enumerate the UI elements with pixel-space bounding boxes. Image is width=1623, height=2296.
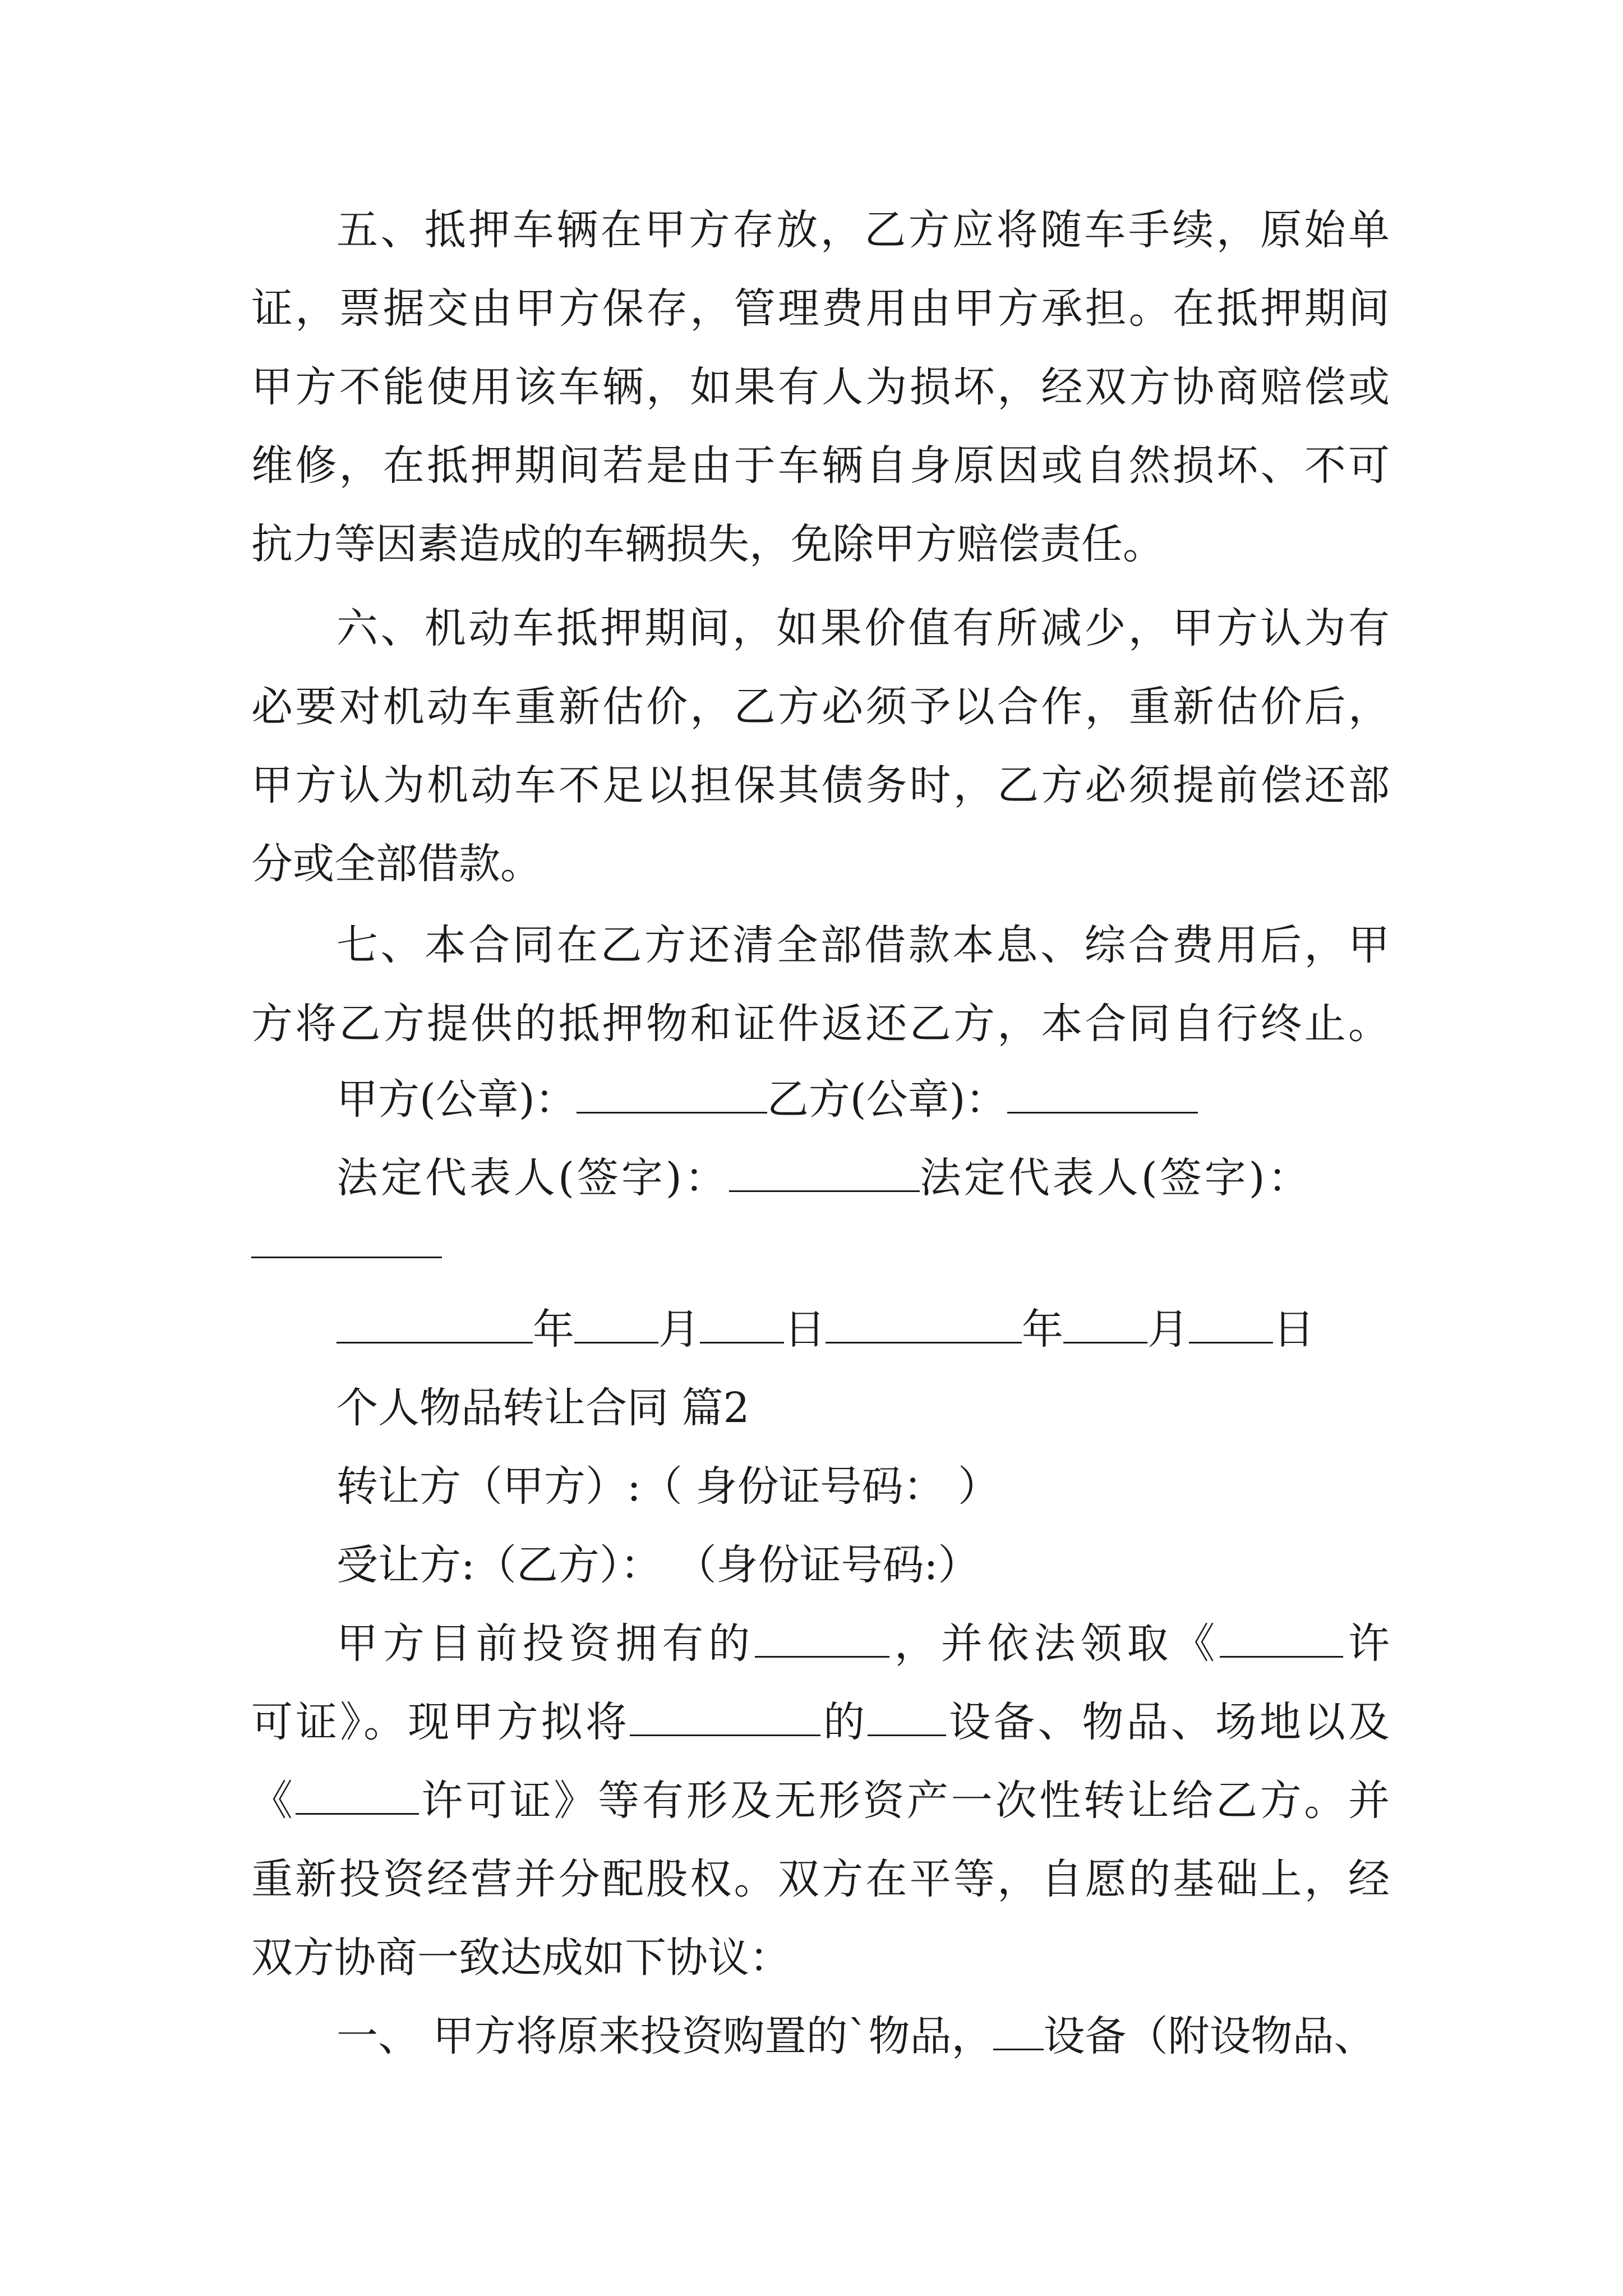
party-a-seal-label: 甲方(公章)： [336,1075,577,1124]
paragraph-line: 必要对机动车重新估价，乙方必须予以合作，重新估价后， [251,683,1390,731]
blank-line [336,1304,533,1343]
paragraph-line: 维修，在抵押期间若是由于车辆自身原因或自然损坏、不可 [251,441,1390,490]
paragraph-line: 六、机动车抵押期间，如果价值有所减少，甲方认为有 [336,604,1390,652]
blank-line [700,1304,784,1343]
paragraph-line: 五、抵押车辆在甲方存放，乙方应将随车手续，原始单 [336,206,1390,254]
paragraph-line: 方将乙方提供的抵押物和证件返还乙方，本合同自行终止。 [251,1000,1390,1048]
blank-line [755,1618,889,1658]
date-line [336,1290,1315,1369]
blank-line [868,1697,946,1736]
rep-b-label: 法定代表人(签字)： [919,1154,1312,1202]
paragraph-line: 可证》。现甲方拟将 的 设备、物品、场地以及 [251,1698,1390,1746]
day-label: 日 [1273,1305,1315,1354]
blank-line [1189,1304,1273,1343]
paragraph-line: 双方协商一致达成如下协议： [251,1934,791,1982]
blank-line [1063,1304,1147,1343]
year-label: 年 [533,1305,574,1354]
party-b-seal-label: 乙方(公章)： [767,1075,1007,1124]
blank-line [826,1304,1022,1343]
paragraph-line: 《 许可证》等有形及无形资产一次性转让给乙方。并 [251,1777,1390,1825]
paragraph-line: 甲方不能使用该车辆，如果有人为损坏，经双方协商赔偿或 [251,363,1390,411]
seal-line [336,1060,1198,1139]
paragraph-line: 七、本合同在乙方还清全部借款本息、综合费用后，甲 [336,921,1390,969]
section-title: 个人物品转让合同 篇2 [336,1384,750,1432]
blank-line [1007,1074,1198,1114]
paragraph-line: 抗力等因素造成的车辆损失，免除甲方赔偿责任。 [251,520,1164,568]
month-label: 月 [1147,1305,1189,1354]
blank-line [251,1257,442,1258]
day-label: 日 [784,1305,826,1354]
year-label: 年 [1022,1305,1063,1354]
paragraph-line: 甲方目前投资拥有的 ，并依法领取《 许 [336,1619,1390,1668]
blank-line [574,1304,658,1343]
paragraph-line: 分或全部借款。 [251,840,542,888]
blank-line [630,1697,820,1736]
paragraph-line: 一、 甲方将原来投资购置的`物品， 设备（附设物品、 [336,2012,1376,2060]
blank-line [1220,1618,1343,1658]
transferor-line: 转让方（甲方）:（ 身份证号码： ） [336,1462,999,1511]
paragraph-line: 证，票据交由甲方保存，管理费用由甲方承担。在抵押期间 [251,284,1390,333]
representative-line [336,1139,1312,1217]
month-label: 月 [658,1305,700,1354]
paragraph-line: 重新投资经营并分配股权。双方在平等，自愿的基础上，经 [251,1855,1390,1903]
blank-line [577,1074,767,1114]
transferee-line: 受让方:（乙方）： （身份证号码:） [336,1541,980,1589]
paragraph-line: 甲方认为机动车不足以担保其债务时，乙方必须提前偿还部 [251,761,1390,809]
blank-line [296,1775,419,1815]
blank-line [729,1153,920,1192]
blank-line [993,2011,1044,2050]
rep-a-label: 法定代表人(签字)： [336,1154,729,1202]
